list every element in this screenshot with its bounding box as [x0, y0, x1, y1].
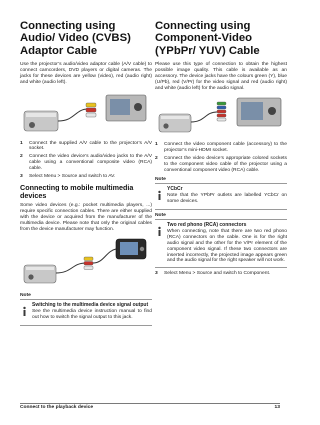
- cvbs-connection-illustration: [20, 89, 152, 137]
- component-steps: [155, 142, 287, 174]
- step-number: 2: [20, 154, 23, 160]
- info-icon: [155, 222, 167, 264]
- component-step-3: [155, 271, 287, 277]
- component-intro: Please use this type of connection to obtain the highest possible image quality. This cable is available as an accessory. The device jacks have the colours green (Y), blue (U/Pb), red (V/Pr) for the video signal and red (audio right) and white (audio left) for the audio signal.: [155, 61, 287, 91]
- step-number: 1: [20, 140, 23, 146]
- note-title: Two red phono (RCA) connectors: [167, 221, 247, 228]
- mobile-devices-text: Some video devices (e.g.: pocket multimedia players, ...) require specific connection cables. There are either supplied with the device or acquired from the manufacturer of the multimedia device. Please note that only the original cables from the device manufacturer may function.: [20, 202, 152, 232]
- step-text: Connect the supplied A/V cable to the projector’s A/V socket.: [29, 140, 152, 152]
- step-text: Connect the video device’s audio/video jacks to the A/V cable using a conventional composite video (RCA) cable.: [29, 154, 152, 172]
- mobile-illustration-svg: [20, 235, 152, 289]
- note-label: Note: [20, 293, 31, 299]
- cvbs-step-2: [20, 154, 152, 172]
- projector-device-icon: [24, 265, 56, 283]
- cvbs-intro: Use the projector’s audio/video adaptor cable (A/V cable) to connect camcorders, DVD players or digital cameras. The jacks for these devices are yellow (video), red (audio right) and white (audio left).: [20, 61, 152, 85]
- component-step-2: [155, 156, 287, 174]
- component-step-1: [155, 142, 287, 154]
- note-box-ycbcr: [155, 183, 287, 210]
- video-device-icon: [106, 95, 146, 121]
- step-text: Select Menu > Source and switch to Component.: [164, 271, 271, 277]
- note-label: Note: [155, 176, 166, 182]
- footer-divider: [20, 403, 280, 404]
- component-illustration-svg: [155, 94, 287, 138]
- step-number: 2: [155, 156, 158, 162]
- step-text: Connect the video device’s appropriate colored sockets to the component video cable of the projector using a conventional component video (RCA) cable.: [164, 156, 287, 174]
- step-number: 3: [155, 271, 158, 277]
- info-icon: [155, 186, 167, 206]
- cvbs-steps: [20, 141, 152, 180]
- component-steps-continued: [155, 271, 287, 277]
- info-icon: [20, 302, 32, 322]
- mobile-connection-illustration: [20, 235, 152, 289]
- projector-device-icon: [24, 111, 58, 131]
- right-column: [155, 20, 287, 280]
- component-plugs-icon: [217, 102, 226, 121]
- step-number: 3: [20, 174, 23, 180]
- component-connection-illustration: [155, 94, 287, 138]
- media-player-icon: [116, 239, 146, 259]
- section-title-component: Connecting using Component-Video (YPbPr/ YUV) Cable: [155, 20, 260, 57]
- left-column: [20, 20, 152, 329]
- step-text: Connect the video component cable (accessory) to the projector’s mini-HDMI socket.: [164, 142, 287, 154]
- note-box-switching: [20, 299, 152, 326]
- step-text: Select Menu > Source and switch to AV.: [29, 174, 116, 180]
- footer-title: Connect to the playback device: [20, 405, 94, 410]
- note-text: When connecting, note that there are two red phono (RCA) connectors on the cable. One is for the right audio signal and the other for the V/Pr element of the component video signal. If these two connectors are inserted incorrectly, the projected image appears green and the audio signal for the right speaker will not work.: [167, 228, 287, 264]
- cvbs-illustration-svg: [20, 89, 152, 137]
- note-title: Switching to the multimedia device signal output: [32, 302, 149, 309]
- rca-plugs-icon: [84, 257, 93, 270]
- note-text: Note that the YPbPr outlets are labelled YCbCr on some devices.: [167, 192, 287, 204]
- rca-plugs-icon: [86, 103, 96, 117]
- projector-device-icon: [159, 114, 191, 132]
- subsection-title-mobile: Connecting to mobile multimedia devices: [20, 182, 134, 200]
- section-title-cvbs: Connecting using Audio/ Video (CVBS) Adaptor Cable: [20, 20, 131, 57]
- note-title: YCbCr: [167, 185, 183, 192]
- video-device-icon: [237, 98, 281, 126]
- note-text: See the multimedia device instruction manual to find out how to switch the signal output to this jack.: [32, 309, 152, 321]
- page-number: 13: [274, 405, 280, 410]
- note-box-red-connectors: [155, 219, 287, 268]
- note-label: Note: [155, 212, 166, 218]
- cvbs-step-1: [20, 141, 152, 153]
- cvbs-step-3: [20, 174, 152, 180]
- step-number: 1: [155, 142, 158, 148]
